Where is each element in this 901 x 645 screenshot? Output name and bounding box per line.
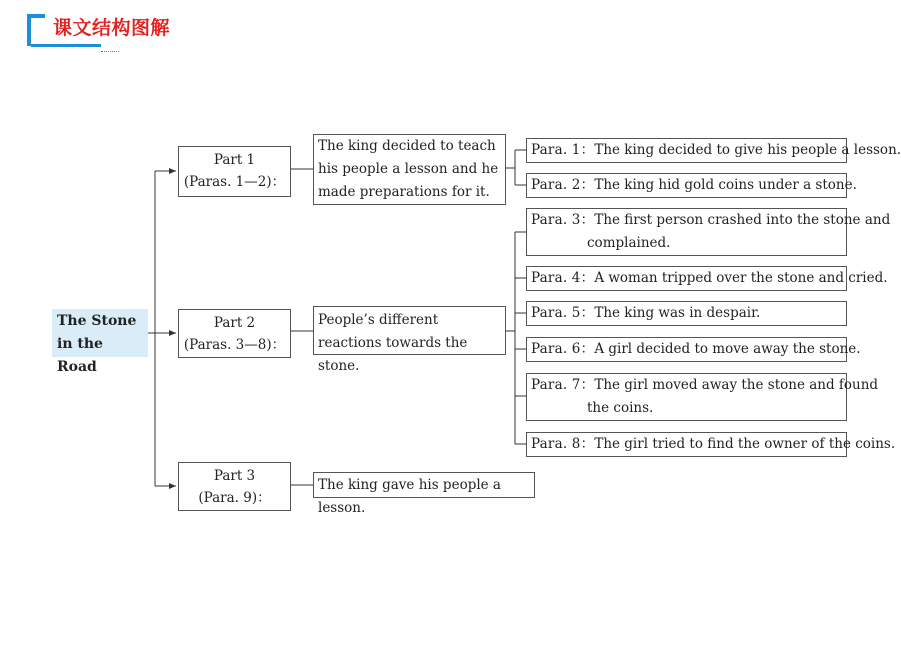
part-3-name: Part 3 bbox=[213, 468, 256, 484]
part-3-paras: (Para. 9)： bbox=[198, 490, 271, 506]
detail-para-7 bbox=[526, 373, 879, 421]
part-1-summary: The king decided to teach his people a lesson and he made preparations for it. bbox=[313, 134, 506, 205]
part-1-name: Part 1 bbox=[213, 152, 256, 168]
detail-para-4 bbox=[526, 266, 888, 291]
detail-para-3-label: Para. 3： bbox=[531, 212, 595, 228]
detail-para-1 bbox=[526, 138, 901, 163]
detail-para-6-label: Para. 6： bbox=[531, 341, 595, 357]
detail-para-8 bbox=[526, 432, 896, 457]
detail-para-8-label: Para. 8： bbox=[531, 436, 595, 452]
part-3-box bbox=[178, 462, 291, 511]
part-3-summary: The king gave his people a lesson. bbox=[313, 472, 535, 498]
detail-para-3 bbox=[526, 208, 891, 256]
detail-para-3-text: The first person crashed into the stone and bbox=[594, 212, 891, 228]
detail-para-5-label: Para. 5： bbox=[531, 305, 595, 321]
part-1-box bbox=[178, 146, 291, 197]
detail-para-5-text: The king was in despair. bbox=[594, 305, 761, 321]
part-2-name: Part 2 bbox=[213, 315, 256, 331]
part-2-box bbox=[178, 309, 291, 358]
detail-para-6 bbox=[526, 337, 861, 362]
detail-para-1-label: Para. 1： bbox=[531, 142, 595, 158]
detail-para-8-text: The girl tried to find the owner of the coins. bbox=[594, 436, 896, 452]
detail-para-4-label: Para. 4： bbox=[531, 270, 595, 286]
diagram-root-title: The Stone in the Road bbox=[52, 309, 148, 357]
detail-para-7-text: The girl moved away the stone and found bbox=[594, 377, 879, 393]
page-title: 课文结构图解 bbox=[53, 17, 171, 39]
detail-para-1-text: The king decided to give his people a lesson. bbox=[594, 142, 901, 158]
detail-para-7-label: Para. 7： bbox=[531, 377, 595, 393]
detail-para-3-text-continued: complained. bbox=[587, 235, 671, 251]
detail-para-2-text: The king hid gold coins under a stone. bbox=[594, 177, 857, 193]
part-1-paras: (Paras. 1—2)： bbox=[183, 174, 286, 190]
part-2-paras: (Paras. 3—8)： bbox=[183, 337, 286, 353]
detail-para-6-text: A girl decided to move away the stone. bbox=[594, 341, 861, 357]
detail-para-5 bbox=[526, 301, 847, 326]
detail-para-7-text-continued: the coins. bbox=[587, 400, 654, 416]
part-2-summary: People’s different reactions towards the stone. bbox=[313, 306, 506, 355]
detail-para-4-text: A woman tripped over the stone and cried. bbox=[594, 270, 888, 286]
detail-para-2 bbox=[526, 173, 857, 198]
detail-para-2-label: Para. 2： bbox=[531, 177, 595, 193]
